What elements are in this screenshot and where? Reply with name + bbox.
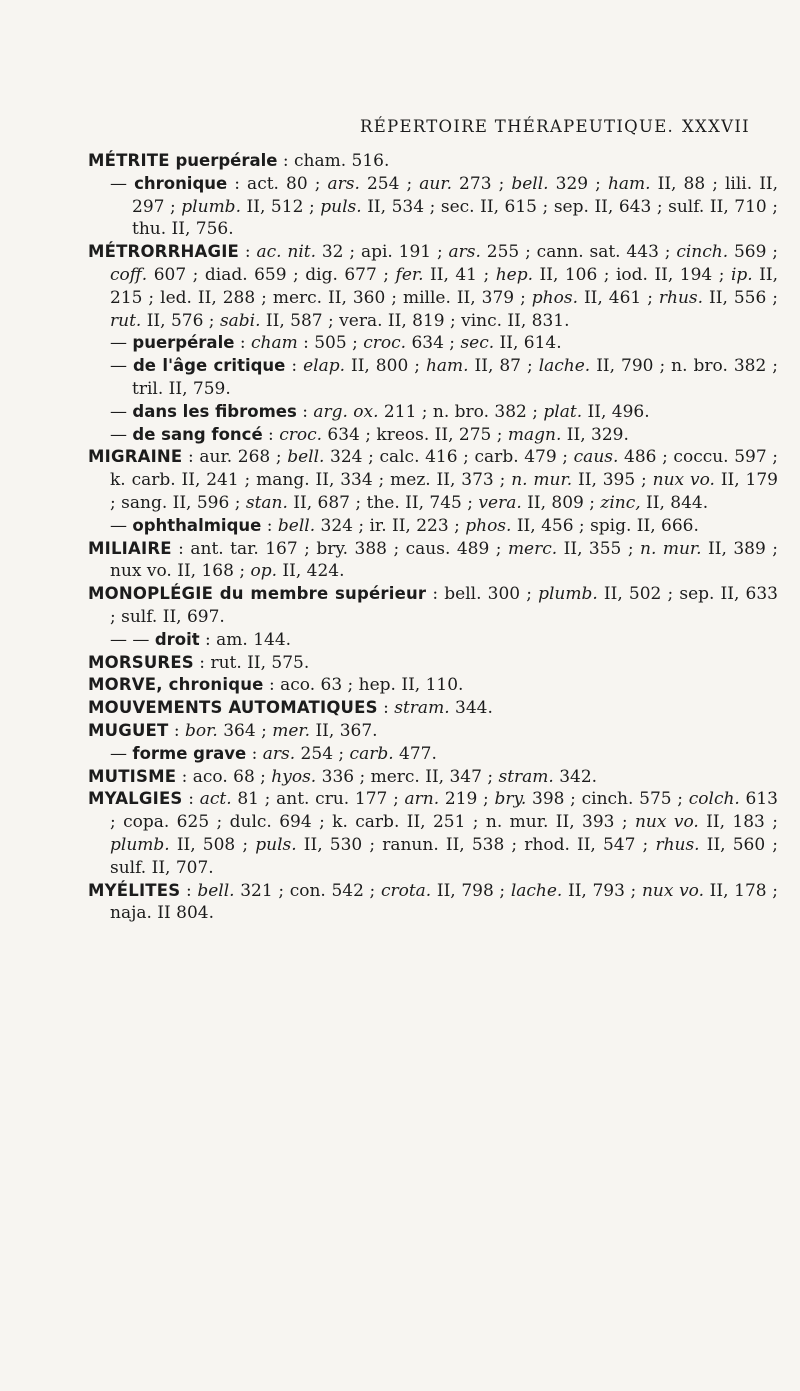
entry-text: — [110,424,133,445]
entry-text: aur. [419,173,452,194]
entry-text: : ant. tar. 167 ; bry. 388 ; caus. 489 ; [171,538,508,559]
entry-text: — — [110,629,155,650]
entry-text: plumb. [110,834,170,855]
entry-text: : [234,333,251,354]
entry-text: II, 41 ; [423,264,496,285]
entry [88,150,778,173]
entry-text: arn. [404,789,440,810]
entry-list [88,150,778,925]
entry-text: 634 ; kreos. II, 275 ; [322,424,508,445]
entry-text: II, 88 ; lili. II, 297 ; [132,173,779,217]
entry-text: : 505 ; [297,333,364,354]
entry-text: zinc, [600,492,641,513]
entry-text: : aco. 68 ; [176,766,272,787]
entry-text: plumb. [181,196,241,217]
entry-text: II, 687 ; the. II, 745 ; [287,492,479,513]
entry-text: II, 389 ; nux vo. II, 168 ; [110,538,778,582]
entry-text: II, 87 ; [468,356,539,377]
entry-text: puls. [320,196,362,217]
entry-text: 255 ; cann. sat. 443 ; [480,242,677,263]
entry-text: croc. [363,333,407,354]
entry-text: II, 844. [640,492,709,513]
entry-text: : [262,424,280,445]
sub-entry [88,355,778,401]
entry-text: ham. [607,173,651,194]
entry-text: II, 395 ; [572,470,653,491]
entry-text: 81 ; ant. cru. 177 ; [231,789,405,810]
entry-headword: MUTISME [88,766,177,786]
entry-headword: MIGRAINE [88,447,183,467]
entry-text: 254 ; [295,743,350,764]
entry-text: — [110,515,133,536]
entry-text: — [110,173,135,194]
entry-text: nux vo. [634,812,699,833]
entry-text: ars. [327,173,360,194]
entry-text: stram. [498,766,554,787]
entry-headword: MONOPLÉGIE du membre supérieur [88,584,427,604]
entry-text: 342. [553,766,598,787]
entry-text: II, 502 ; sep. II, 633 ; sulf. II, 697. [110,584,778,627]
entry-text: 344. [449,698,493,719]
entry-text: 321 ; con. 542 ; [234,880,381,901]
entry-text: II, 183 ; [698,812,778,833]
entry-text: bell. [287,447,325,468]
entry-text: n. mur. [640,538,702,559]
entry-text: act. [199,789,232,810]
entry-text: : cham. 516. [277,151,390,171]
entry-text: 324 ; calc. 416 ; carb. 479 ; [324,447,574,468]
entry-text: 336 ; merc. II, 347 ; [316,766,499,787]
entry-text: II, 560 ; sulf. II, 707. [110,834,779,878]
entry-subheading: dans les fibromes [132,401,297,421]
entry-text: — [110,401,133,422]
entry-text: — [110,356,133,377]
entry-text: II, 508 ; [169,834,256,855]
entry-text: II, 530 ; ranun. II, 538 ; rhod. II, 547 ; [296,834,656,855]
entry [88,788,778,879]
entry-headword: MÉTRITE [88,151,170,170]
entry-text: : [261,515,278,536]
entry-text: bell. [511,173,549,194]
entry-text: 329 ; [548,173,608,194]
entry-text: : [180,880,198,901]
entry-headword: MOUVEMENTS AUTOMATIQUES [88,698,378,718]
entry-headword: MYÉLITES [88,880,181,900]
entry-text: II, 424. [277,561,345,582]
entry-text: mer. [272,720,311,741]
entry-text: hyos. [271,766,317,787]
entry-text: : aco. 63 ; hep. II, 110. [263,675,464,696]
entry-headword: MUGUET [88,720,169,740]
sub-entry [88,401,778,424]
entry-text: — [110,743,133,764]
entry-text: : [285,356,304,377]
entry-text: II, 355 ; [557,538,641,559]
entry-text: — [110,333,133,354]
entry-headword: MILIAIRE [88,538,172,558]
entry-text: ars. [448,242,481,263]
entry-text: 569 ; [728,242,778,263]
entry-text: : rut. II, 575. [193,652,310,673]
entry-text: rut. [110,310,142,331]
entry-text: II, 106 ; iod. II, 194 ; [533,264,731,285]
entry [88,241,778,332]
entry-text: colch. [688,789,740,810]
entry-text: : [239,242,257,263]
entry-text: n. mur. [511,470,573,491]
entry-subheading: forme grave [132,743,247,763]
entry-text: hep. [495,264,534,285]
entry-text: II, 461 ; [577,287,659,308]
entry-text: : [377,698,395,719]
entry-text: cinch. [676,242,729,263]
entry-text: II, 534 ; sec. II, 615 ; sep. II, 643 ; sulf. II, 710 ; thu. II, 756. [132,196,779,240]
entry-text: cham [250,333,298,354]
entry-text: ham. [425,356,469,377]
entry-text: II, 809 ; [521,492,601,513]
entry-text: : [296,401,314,422]
entry-text: II, 215 ; led. II, 288 ; merc. II, 360 ; mille. II, 379 ; [110,264,778,308]
running-head [360,117,750,136]
sub-entry [88,173,778,241]
entry-text: II, 556 ; [703,287,778,308]
entry-text: II, 367. [310,720,378,741]
entry-text: puls. [255,834,297,855]
entry-text: II, 456 ; spig. II, 666. [511,515,699,536]
entry-text: II, 800 ; [345,356,426,377]
entry-text: 219 ; [439,789,495,810]
entry [88,652,778,675]
entry-headword: MORSURES [88,652,194,672]
entry [88,697,778,720]
sub-entry [88,743,778,766]
page-number: XXXVII [682,117,750,136]
entry-subheading: puerpérale [169,151,278,170]
entry-text: 324 ; ir. II, 223 ; [315,515,466,536]
entry-subheading: puerpérale [132,333,235,353]
entry-text: : act. 80 ; [227,173,328,194]
entry-text: 634 ; [406,333,461,354]
entry-text: 607 ; diad. 659 ; dig. 677 ; [147,264,396,285]
entry-text: op. [250,561,277,582]
entry-headword: MYALGIES [88,789,183,809]
entry-text: : [246,743,263,764]
entry-text: 613 ; copa. 625 ; dulc. 694 ; k. carb. II, 251 ; n. mur. II, 393 ; [110,789,778,833]
sub-entry [88,515,778,538]
entry-text: nux vo. [641,880,705,901]
entry-text: ars. [262,743,296,764]
entry-text: 398 ; cinch. 575 ; [526,789,689,810]
entry-text: II, 512 ; [240,196,321,217]
entry-text: nux vo. [652,470,715,491]
entry-headword: MORVE, chronique [88,675,264,695]
entry-text: II, 790 ; n. bro. 382 ; tril. II, 759. [132,356,779,399]
entry-text: 211 ; n. bro. 382 ; [378,401,544,422]
entry-text: 486 ; coccu. 597 ; k. carb. II, 241 ; mang. II, 334 ; mez. II, 373 ; [110,447,779,491]
entry-text: II, 329. [561,424,629,445]
entry [88,766,778,789]
entry [88,880,778,926]
entry-text: phos. [465,515,512,536]
entry-text: II, 178 ; naja. II 804. [110,880,778,924]
entry-text: phos. [531,287,578,308]
entry-text: 477. [393,743,437,764]
entry-subheading: chronique [134,173,228,193]
entry [88,674,778,697]
entry [88,720,778,743]
entry-text: bry. [494,789,527,810]
entry-text: II, 798 ; [431,880,511,901]
entry-text: II, 793 ; [562,880,642,901]
entry-text: coff. [110,264,148,285]
entry-text: lache. [510,880,563,901]
entry-subheading: de sang foncé [132,424,263,444]
sub-entry [88,629,778,652]
entry-text: : [168,720,186,741]
entry-text: merc. [507,538,558,559]
entry-text: 364 ; [217,720,273,741]
entry-subheading: ophthalmique [132,515,262,535]
entry-text: : am. 144. [199,629,292,650]
entry-text: carb. [349,743,394,764]
running-head-title: RÉPERTOIRE THÉRAPEUTIQUE. [360,117,675,136]
entry-text: caus. [573,447,619,468]
entry-text: 32 ; api. 191 ; [316,242,449,263]
entry-subheading: de l'âge critique [133,356,286,376]
entry-text: plat. [543,401,583,422]
entry [88,446,778,514]
entry-text: 254 ; [359,173,420,194]
entry-text: : [182,789,200,810]
entry-text: sec. [460,333,495,354]
entry-text: arg. ox. [313,401,379,422]
entry-text: plumb. [538,584,598,605]
entry-text: sabi. [219,310,261,331]
entry-text: stram. [394,698,450,719]
sub-entry [88,424,778,447]
entry-text: bell. [197,880,235,901]
entry-text: II, 179 ; sang. II, 596 ; [110,470,778,513]
entry-text: II, 614. [494,333,562,354]
entry-text: II, 587 ; vera. II, 819 ; vinc. II, 831. [260,310,570,331]
entry-text: lache. [538,356,591,377]
entry-headword: MÉTRORRHAGIE [88,242,240,262]
entry-subheading: droit [154,629,200,649]
entry-text: crota. [380,880,432,901]
entry-text: ip. [730,264,753,285]
entry-text: : aur. 268 ; [182,447,288,468]
entry-text: bell. [277,515,316,536]
entry [88,538,778,584]
entry-text: : bell. 300 ; [426,584,539,605]
entry [88,583,778,629]
entry-text: II, 576 ; [141,310,220,331]
entry-text: bor. [185,720,218,741]
entry-text: II, 496. [582,401,650,422]
entry-text: 273 ; [452,173,512,194]
entry-text: stan. [245,492,288,513]
entry-text: vera. [478,492,522,513]
entry-text: croc. [279,424,323,445]
entry-text: elap. [303,356,345,377]
entry-text: ac. nit. [256,242,317,263]
entry-text: rhus. [655,834,700,855]
entry-text: rhus. [658,287,704,308]
entry-text: fer. [395,264,424,285]
sub-entry [88,332,778,355]
entry-text: magn. [507,424,562,445]
